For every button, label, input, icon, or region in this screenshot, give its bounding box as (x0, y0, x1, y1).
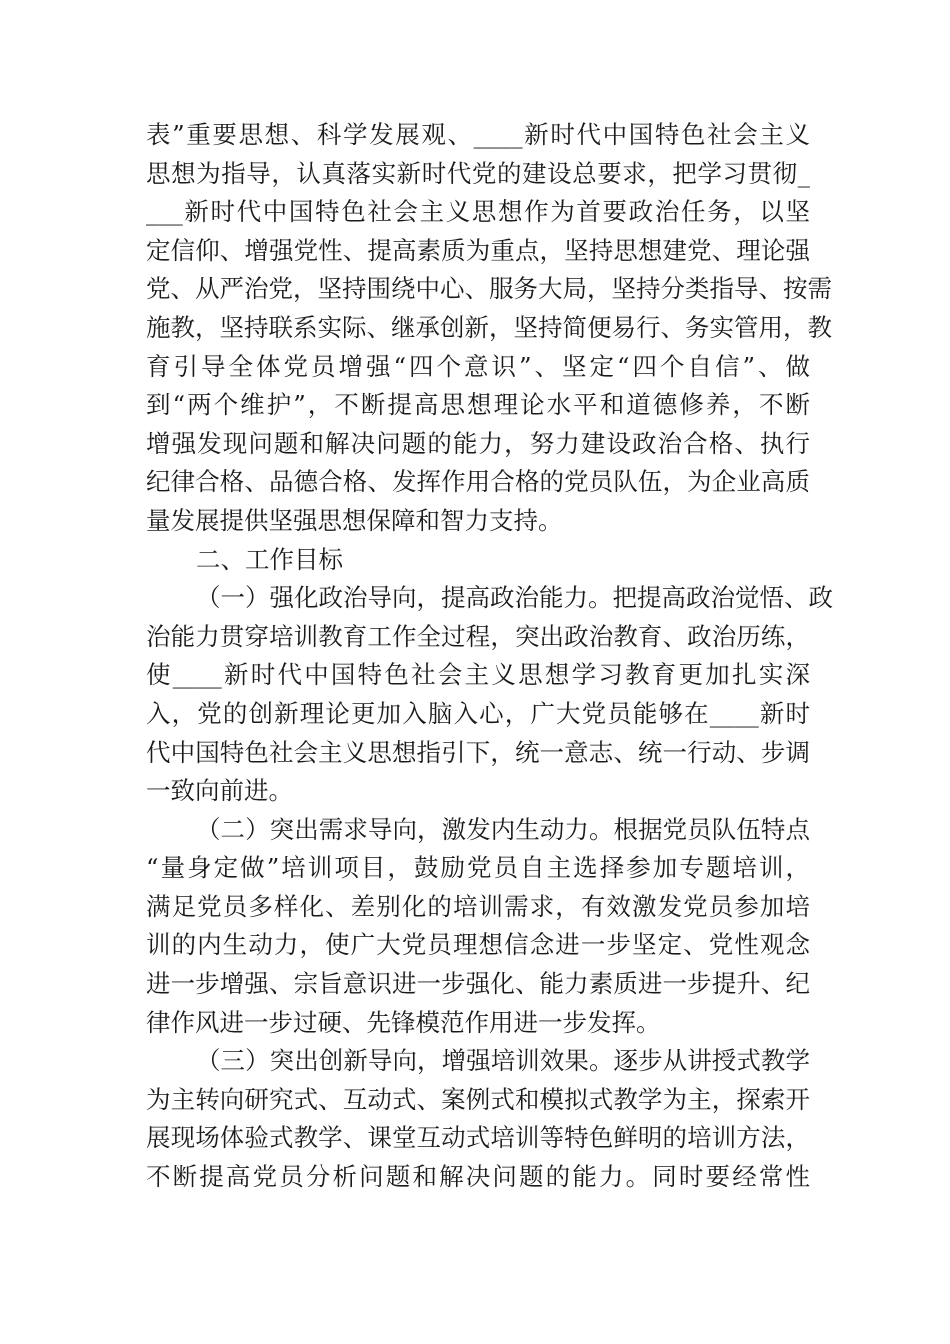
text-line: “量身定做”培训项目，鼓励党员自主选择参加专题培训， (146, 853, 810, 883)
text-line: 一致向前进。 (146, 776, 293, 806)
paragraph-guiding-ideology (146, 116, 832, 541)
text-line: 党、从严治党，坚持围绕中心、服务大局，坚持分类指导、按需 (146, 274, 832, 304)
text-line: 入，党的创新理论更加入脑入心，广大党员能够在____新时 (146, 698, 810, 728)
text-line: 展现场体验式教学、课堂互动式培训等特色鲜明的培训方法， (146, 1123, 810, 1153)
text-line: 定信仰、增强党性、提高素质为重点，坚持思想建党、理论强 (146, 235, 810, 265)
text-line: 到“两个维护”，不断提高思想理论水平和道德修养，不断 (146, 390, 810, 420)
text-line: 为主转向研究式、互动式、案例式和模拟式教学为主，探索开 (146, 1084, 810, 1114)
text-line: 进一步增强、宗旨意识进一步强化、能力素质进一步提升、纪 (146, 969, 810, 999)
text-line: 满足党员多样化、差别化的培训需求，有效激发党员参加培 (146, 891, 810, 921)
text-line: 不断提高党员分析问题和解决问题的能力。同时要经常性 (146, 1162, 810, 1192)
text-line: （一）强化政治导向，提高政治能力。把提高政治觉悟、政 (196, 583, 833, 613)
text-line: 训的内生动力，使广大党员理想信念进一步坚定、党性观念 (146, 930, 810, 960)
text-line: 增强发现问题和解决问题的能力，努力建设政治合格、执行 (146, 428, 810, 458)
text-line: 表”重要思想、科学发展观、____新时代中国特色社会主义 (146, 120, 810, 149)
text-line: 律作风进一步过硬、先锋模范作用进一步发挥。 (146, 1007, 661, 1037)
text-line: 施教，坚持联系实际、继承创新，坚持简便易行、务实管用，教 (146, 312, 832, 342)
heading-text: 二、工作目标 (196, 544, 343, 574)
text-line: 使____新时代中国特色社会主义思想学习教育更加扎实深 (146, 660, 810, 690)
text-line: 治能力贯穿培训教育工作全过程，突出政治教育、政治历练， (146, 621, 810, 651)
paragraph-goal-1 (146, 579, 833, 811)
paragraph-goal-2 (146, 811, 810, 1043)
text-line: 代中国特色社会主义思想指引下，统一意志、统一行动、步调 (146, 737, 810, 767)
text-line: 育引导全体党员增强“四个意识”、坚定“四个自信”、做 (146, 351, 810, 381)
text-line: （三）突出创新导向，增强培训效果。逐步从讲授式教学 (196, 1046, 810, 1076)
text-line: （二）突出需求导向，激发内生动力。根据党员队伍特点 (196, 814, 810, 844)
text-line: 纪律合格、品德合格、发挥作用合格的党员队伍，为企业高质 (146, 467, 810, 497)
section-heading (146, 541, 810, 580)
paragraph-goal-3 (146, 1042, 810, 1196)
document-page (146, 116, 833, 1197)
text-line: 量发展提供坚强思想保障和智力支持。 (146, 505, 563, 535)
text-line: 思想为指导，认真落实新时代党的建设总要求，把学习贯彻_ (146, 158, 810, 188)
text-line: ___新时代中国特色社会主义思想作为首要政治任务，以坚 (146, 197, 810, 227)
